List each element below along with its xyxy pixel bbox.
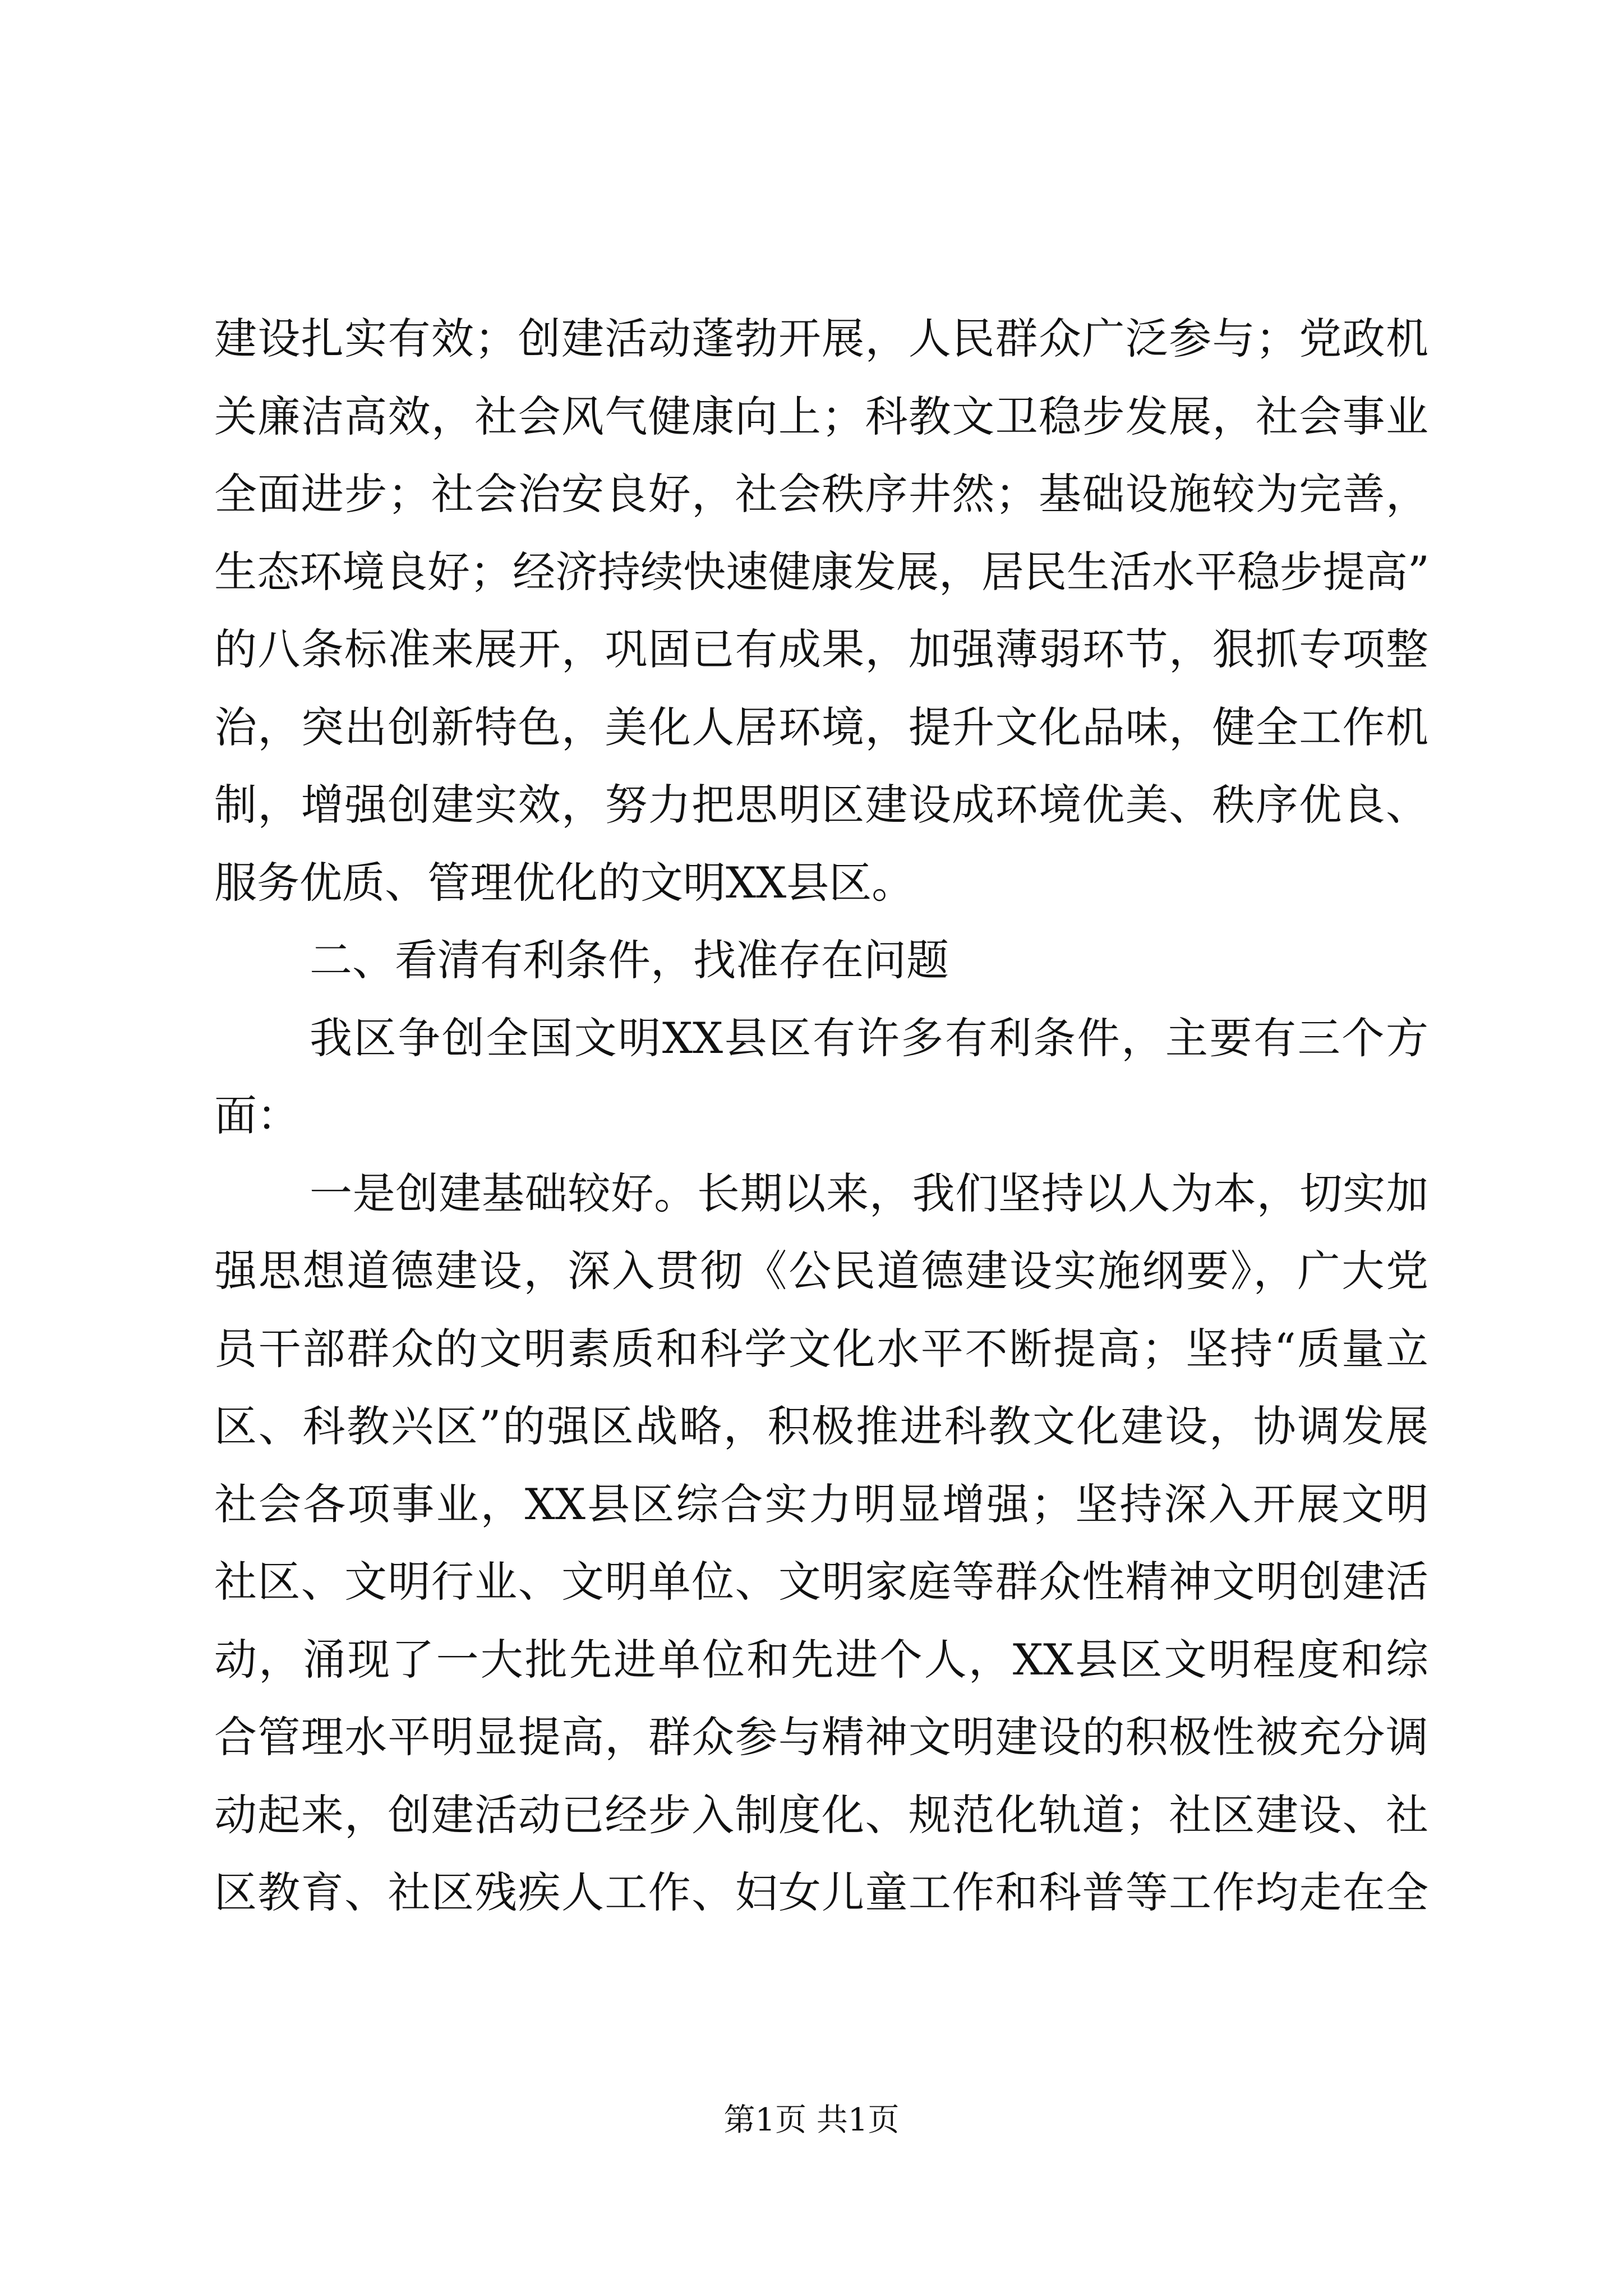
text-line: 服务优质、管理优化的文明XX县区。 xyxy=(214,857,915,908)
text-line: 员干部群众的文明素质和科学文化水平不断提高；坚持“质量立 xyxy=(214,1323,1428,1374)
section-heading xyxy=(214,922,1428,1000)
document-body xyxy=(214,300,1428,1932)
paragraph-conditions-intro xyxy=(214,1000,1428,1155)
text-line: 动，涌现了一大批先进单位和先进个人，XX县区文明程度和综 xyxy=(214,1634,1428,1685)
text-line: 社会各项事业，XX县区综合实力明显增强；坚持深入开展文明 xyxy=(214,1479,1428,1529)
text-line: 制，增强创建实效，努力把思明区建设成环境优美、秩序优良、 xyxy=(214,780,1428,830)
page-footer xyxy=(0,2101,1623,2140)
text-line: 我区争创全国文明XX县区有许多有利条件，主要有三个方 xyxy=(310,1013,1428,1063)
text-line: 治，突出创新特色，美化人居环境，提升文化品味，健全工作机 xyxy=(214,702,1428,752)
text-line: 合管理水平明显提高，群众参与精神文明建设的积极性被充分调 xyxy=(214,1712,1428,1762)
text-line: 动起来，创建活动已经步入制度化、规范化轨道；社区建设、社 xyxy=(214,1789,1428,1840)
text-line: 一是创建基础较好。长期以来，我们坚持以人为本，切实加 xyxy=(310,1168,1428,1218)
paragraph-standards xyxy=(214,300,1428,922)
text-line: 全面进步；社会治安良好，社会秩序井然；基础设施较为完善， xyxy=(214,469,1428,519)
text-line: 面： xyxy=(214,1091,299,1140)
text-line: 关廉洁高效，社会风气健康向上；科教文卫稳步发展，社会事业 xyxy=(214,391,1428,441)
text-line: 区教育、社区残疾人工作、妇女儿童工作和科普等工作均走在全 xyxy=(214,1867,1428,1917)
text-line: 的八条标准来展开，巩固已有成果，加强薄弱环节，狠抓专项整 xyxy=(214,624,1428,674)
paragraph-foundation xyxy=(214,1155,1428,1932)
text-line: 社区、文明行业、文明单位、文明家庭等群众性精神文明创建活 xyxy=(214,1557,1428,1607)
text-line: 强思想道德建设，深入贯彻《公民道德建设实施纲要》，广大党 xyxy=(214,1246,1428,1296)
text-line: 区、科教兴区”的强区战略，积极推进科教文化建设，协调发展 xyxy=(214,1401,1428,1451)
text-line: 建设扎实有效；创建活动蓬勃开展，人民群众广泛参与；党政机 xyxy=(214,314,1428,364)
heading-text: 二、看清有利条件，找准存在问题 xyxy=(310,935,949,985)
page-number: 第1页 共1页 xyxy=(723,2102,900,2138)
text-line: 生态环境良好；经济持续快速健康发展，居民生活水平稳步提高” xyxy=(214,546,1430,597)
